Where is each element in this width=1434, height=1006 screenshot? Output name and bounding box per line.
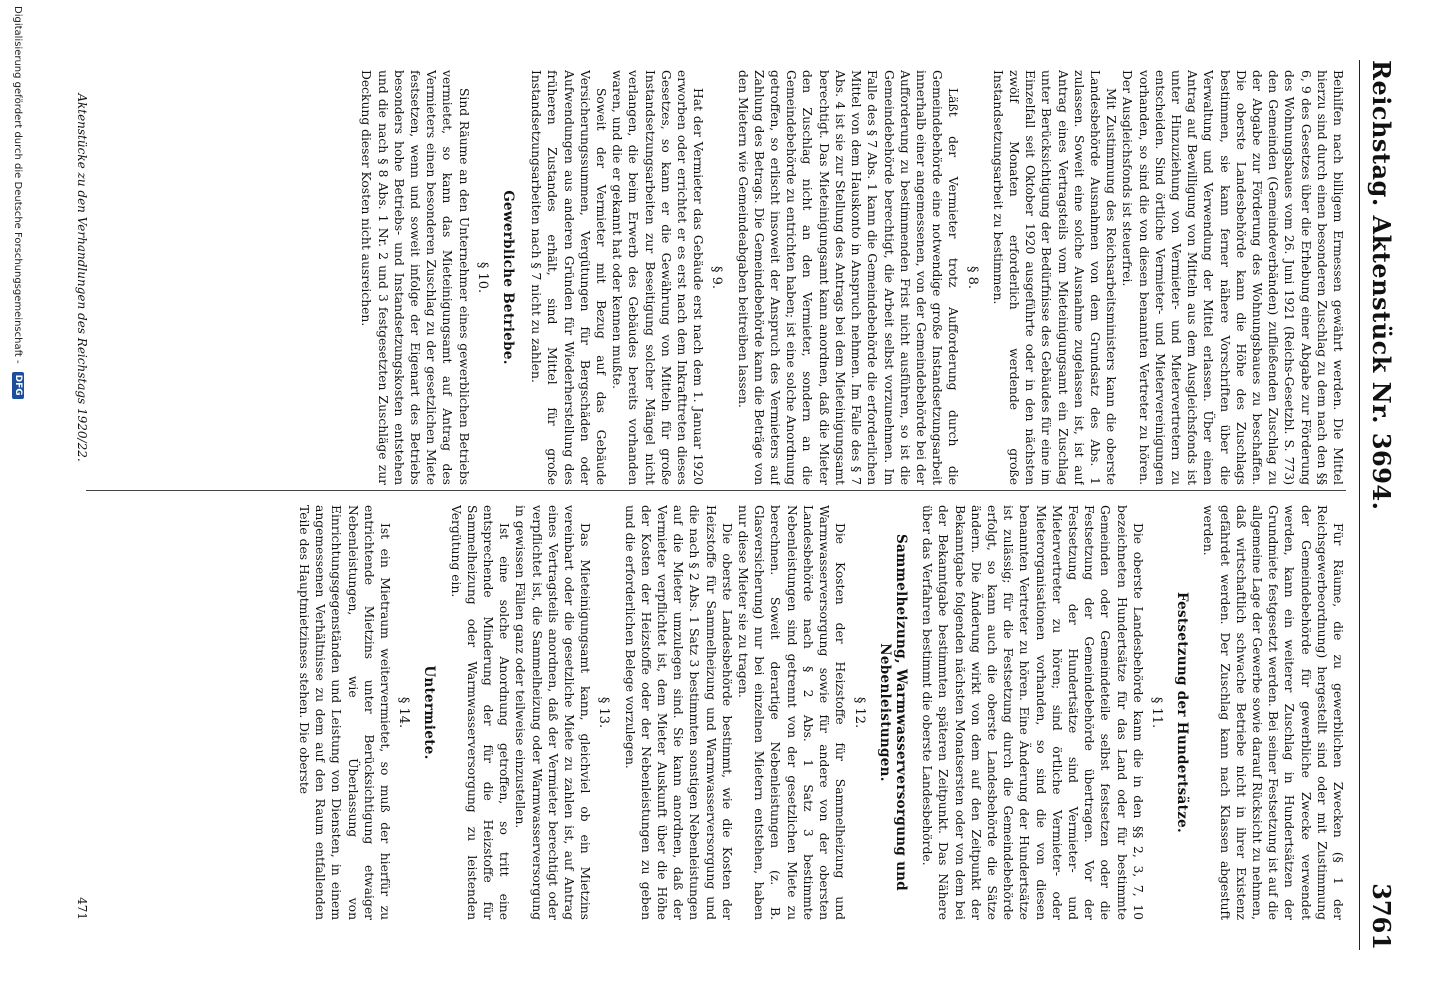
- section-title: Sammelheizung, Warmwasserversorgung und Nebenleistungen.: [876, 533, 909, 892]
- paragraph: Ist ein Mietraum weitervermietet, so muß der hierfür zu entrichtende Mietzins unter Berücksichtigung etwaiger Nebenleistungen, wie Überlassung von Einrichtungsgegenständen und Leistung von Diensten, in einem angemessenen Verhältnisse zu dem auf den Raum entfallenden Teile des Hauptmietzinses stehen. Die oberste: [297, 505, 393, 920]
- section-heading: § 11.: [1148, 696, 1164, 729]
- section-title: Untermiete.: [421, 665, 438, 760]
- column-divider: [86, 490, 1346, 491]
- paragraph: Sind Räume an den Unternehmer eines gewerblichen Betriebs vermietet, so kann das Mieteinigungsamt auf Antrag des Vermieters einen besonderen Zuschlag zu der gesetzlichen Miete festsetzen, wenn und soweit infolge der Eigenart des Betriebs besonders hohe Betriebs- und Instandsetzungskosten entstehen und die nach § 8 Abs. 1 Nr. 2 und 3 festgesetzten Zuschläge zur Deckung dieser Kosten nicht ausreichen.: [359, 70, 471, 485]
- paragraph: Die oberste Landesbehörde kann die in den §§ 2, 3, 7, 10 bezeichneten Hundertsätze für das Land oder für bestimmte Gemeinden oder Gemeindeteile selbst festsetzen oder die Festsetzung der Gemeindebehörde übertragen. Vor der Festsetzung der Hundertsätze sind Vermieter- und Mietervertreter zu hören; sind örtliche Vermieter- oder Mieterorganisationen vorhanden, so sind die von diesen benannten Vertreter zu hören. Eine Änderung der Hundertsätze ist zulässig; für die Festsetzung durch die Gemeindebehörde erfolgt, so kann auch die oberste Landesbehörde die Sätze ändern. Die Änderung wirkt von dem auf den Zeitpunkt der Bekanntgabe folgenden nächsten Monatsersten oder von dem bei der Bekanntgabe bestimmten späteren Zeitpunkt. Das Nähere über das Verfahren bestimmt die oberste Landesbehörde.: [920, 505, 1145, 920]
- section-heading: § 8.: [964, 265, 980, 290]
- paragraph: Beihilfen nach billigem Ermessen gewährt werden. Die Mittel hierzu sind durch einen besonderen Zuschlag zu dem nach den §§ 6, 9 des Gesetzes über die Erhebung einer Abgabe zur Förderung des Wohnungsbaues vom 26. Juni 1921 (Reichs-Gesetzbl. S. 773) den Gemeinden (Gemeindeverbänden) zufließenden Zuschlag zu der Abgabe zur Förderung des Wohnungsbaues zu beschaffen. Die oberste Landesbehörde kann die Höhe des Zuschlags bestimmen, sie kann ferner nähere Vorschriften über die Verwaltung und Verwendung der Mittel erlassen. Über einen Antrag auf Bewilligung von Mitteln aus dem Ausgleichsfonds ist unter Hinzuziehung von Vermieter- und Mietervertretern zu entscheiden. Sind örtliche Vermieter- und Mietervereinigungen vorhanden, so sind die von diesen benannten Vertreter zu hören. Der Ausgleichsfonds ist steuerfrei.: [1120, 70, 1345, 485]
- footer-source: Aktenstücke zu den Verhandlungen des Reichstags 1920/22.: [75, 93, 89, 462]
- left-column: [101, 70, 1346, 485]
- section-heading: § 9.: [709, 265, 725, 290]
- section-heading: § 13.: [596, 696, 612, 729]
- section-title: Festsetzung der Hundertsätze.: [1174, 592, 1191, 833]
- paragraph: Die oberste Landesbehörde bestimmt, wie die Kosten der Heizstoffe für Sammelheizung und Warmwasserversorgung und die nach § 2 Abs. 1 Satz 3 bestimmten sonstigen Nebenleistungen auf die Mieter umzulegen sind. Sie kann anordnen, daß der Vermieter verpflichtet ist, dem Mieter Auskunft über die Höhe der Kosten der Heizstoffe oder der Nebenleistungen zu geben und die erforderlichen Belege vorzulegen.: [622, 505, 734, 920]
- dfg-logo: DFG: [12, 372, 24, 399]
- dfg-credit-text: Digitalisierung gefördert durch die Deutsche Forschungsgemeinschaft -: [12, 6, 24, 364]
- section-title: Gewerbliche Betriebe.: [500, 190, 517, 365]
- paragraph: Läßt der Vermieter trotz Aufforderung durch die Gemeindebehörde eine notwendige große Instandsetzungsarbeit innerhalb einer angemessenen, von der Gemeindebehörde bei der Aufforderung zu bestimmenden Frist nicht ausführen, so ist die Gemeindebehörde berechtigt, die Arbeit selbst vorzunehmen. Im Falle des § 7 Abs. 1 kann die Gemeindebehörde die erforderlichen Mittel von dem Hauskonto in Anspruch nehmen. Im Falle des § 7 Abs. 4 ist sie zur Stellung des Antrags bei dem Mieteinigungsamt berechtigt. Das Mieteinigungsamt kann anordnen, daß die Mieter den Zuschlag nicht an den Vermieter, sondern an die Gemeindebehörde zu entrichten haben; ist eine solche Anordnung getroffen, so erlischt insoweit der Anspruch des Vermieters auf Zahlung des Betrags. Die Gemeindebehörde kann die Beträge von den Mietern wie Gemeindeabgaben beitreiben lassen.: [735, 70, 961, 485]
- section-heading: § 10.: [474, 261, 490, 294]
- page-title: Reichstag. Aktenstück Nr. 3694.: [1367, 60, 1397, 511]
- dfg-credit: [7, 0, 29, 1006]
- paragraph: Ist eine solche Anordnung getroffen, so tritt eine entsprechende Minderung der für die Heizstoffe für Sammelheizung oder Warmwasserversorgung zu leistenden Vergütung ein.: [448, 505, 512, 920]
- section-heading: § 14.: [396, 696, 412, 729]
- paragraph: Die Kosten der Heizstoffe für Sammelheizung und Warmwasserversorgung sowie für andere von der obersten Landesbehörde nach § 2 Abs. 1 Satz 3 bestimmte Nebenleistungen sind getrennt von der gesetzlichen Miete zu berechnen. Soweit derartige Nebenleistungen (z. B. Glasversicherung) nur bei einzelnen Mietern entstehen, haben nur diese Mieter sie zu tragen.: [736, 505, 848, 920]
- page-number: 3761: [1367, 883, 1397, 950]
- paragraph: Für Räume, die zu gewerblichen Zwecken (§ 1 der Reichsgewerbeordnung) hergestellt sind oder mit Zustimmung der Gemeindebehörde für gewerbliche Zwecke verwendet werden, kann ein weiterer Zuschlag in Hundertsätzen der Grundmiete festgesetzt werden. Bei seiner Festsetzung ist auf die allgemeine Lage der Gewerbe sowie darauf Rücksicht zu nehmen, daß wirtschaftlich schwache Betriebe nicht in ihrer Existenz gefährdet werden. Der Zuschlag kann nach Klassen abgestuft werden.: [1201, 505, 1345, 920]
- right-column: [101, 505, 1346, 920]
- page-header: [1359, 60, 1404, 950]
- section-heading: § 12.: [851, 696, 867, 729]
- paragraph: Das Mieteinigungsamt kann, gleichviel ob ein Mietzins vereinbart oder die gesetzliche Miete zu zahlen ist, auf Antrag eines Vertragsteils anordnen, daß der Vermieter berechtigt oder verpflichtet ist, die Sammelheizung oder Warmwasserversorgung in gewissen Fällen ganz oder teilweise einzustellen.: [513, 505, 593, 920]
- paragraph: Hat der Vermieter das Gebäude erst nach dem 1. Januar 1920 erworben oder errichtet er es erst nach dem Inkrafttreten dieses Gesetzes, so kann er die Gewährung von Mitteln für große Instandsetzungsarbeiten zur Beseitigung solcher Mängel nicht verlangen, die beim Erwerb des Gebäudes bereits vorhanden waren, und die er gekannt hat oder kennen mußte.: [610, 70, 706, 485]
- paragraph: Soweit der Vermieter mit Bezug auf das Gebäude Versicherungssummen, Vergütungen für Bergschäden oder Aufwendungen aus anderen Gründen für Wiederherstellung des früheren Zustandes erhält, sind Mittel für große Instandsetzungsarbeiten nach § 7 nicht zu zahlen.: [529, 70, 609, 485]
- paragraph: Mit Zustimmung des Reichsarbeitsministers kann die oberste Landesbehörde Ausnahmen von dem Grundsatz des Abs. 1 zulassen. Soweit eine solche Ausnahme zugelassen ist, ist auf Antrag eines Vertragsteils vom Mieteinigungsamt ein Zuschlag unter Berücksichtigung der Bedürfnisse des Gebäudes für eine im Einzelfall seit Oktober 1920 ausgeführte oder in den nächsten zwölf Monaten erforderlich werdende große Instandsetzungsarbeit zu bestimmen.: [990, 70, 1119, 485]
- footer-page-number: 471: [75, 897, 89, 920]
